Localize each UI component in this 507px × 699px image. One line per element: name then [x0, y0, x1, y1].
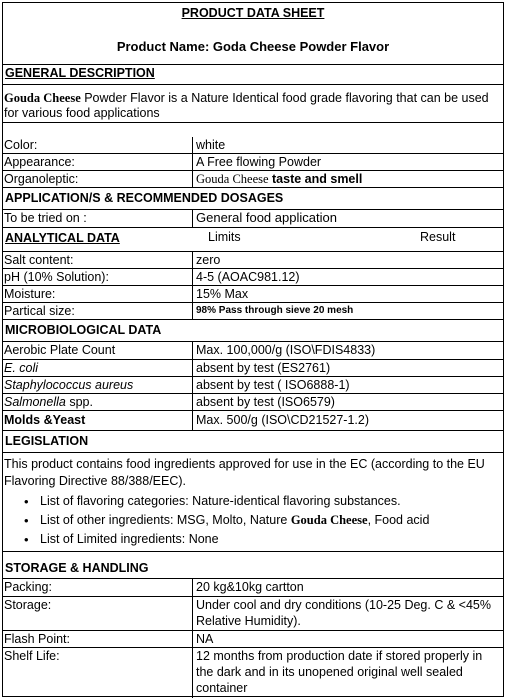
general-description [3, 85, 503, 123]
aerobic-label: Aerobic Plate Count [3, 342, 193, 359]
organoleptic-value [193, 171, 503, 187]
ingredients-product: Gouda Cheese [290, 513, 368, 527]
applications-value: General food application [196, 210, 337, 225]
limits-column-header: Limits [208, 230, 241, 244]
shelf-value: 12 months from production date if stored properly in the dark and in its unopened original well sealed container [196, 649, 483, 695]
storage-row-storage [3, 597, 503, 631]
ph-label: pH (10% Solution): [3, 269, 193, 285]
staph-value: absent by test ( ISO6888-1) [196, 378, 350, 392]
storage-heading: STORAGE & HANDLING [5, 561, 149, 575]
sheet-title: PRODUCT DATA SHEET [181, 6, 325, 20]
storage-row-packing [3, 579, 503, 597]
organoleptic-label: Organoleptic: [3, 171, 193, 187]
section-general-heading [3, 65, 503, 85]
appearance-label: Appearance: [3, 154, 193, 170]
storage-row-shelf [3, 648, 503, 698]
aerobic-value: Max. 100,000/g (ISO\FDIS4833) [196, 343, 376, 357]
legislation-heading: LEGISLATION [5, 434, 89, 448]
section-applications-heading [3, 188, 503, 210]
description-product: Gouda Cheese [4, 91, 81, 105]
analytical-row-ph [3, 269, 503, 286]
storage-label: Storage: [3, 597, 193, 630]
micro-row-molds [3, 411, 503, 431]
ph-value: 4-5 (AOAC981.12) [196, 270, 300, 284]
general-row-organoleptic [3, 171, 503, 188]
molds-label: Molds &Yeast [3, 411, 193, 430]
analytical-row-salt [3, 252, 503, 269]
salt-label: Salt content: [3, 252, 193, 268]
micro-row-staph [3, 377, 503, 394]
salt-value: zero [196, 253, 221, 267]
organoleptic-product: Gouda Cheese [196, 172, 269, 186]
ecoli-value: absent by test (ES2761) [196, 361, 331, 375]
appearance-value: A Free flowing Powder [196, 155, 322, 169]
storage-value: Under cool and dry conditions (10-25 Deg. C & <45% Relative Humidity). [196, 598, 491, 628]
section-analytical-heading [3, 228, 503, 252]
section-legislation-heading [3, 431, 503, 453]
list-item: • List of flavoring categories: Nature-identical flavoring substances. [4, 492, 501, 511]
legislation-text: This product contains food ingredients approved for use in the EC (according to the EU Flavoring Directive 88/388/EEC). [4, 457, 485, 488]
color-value: white [196, 138, 226, 152]
product-name: Product Name: Goda Cheese Powder Flavor [116, 39, 390, 54]
legislation-body [3, 453, 503, 552]
flash-label: Flash Point: [3, 631, 193, 647]
sheet-header [3, 3, 503, 65]
packing-label: Packing: [3, 579, 193, 596]
storage-row-flash [3, 631, 503, 648]
section-storage-heading [3, 558, 503, 579]
applications-heading: APPLICATION/S & RECOMMENDED DOSAGES [5, 191, 284, 205]
salmonella-value: absent by test (ISO6579) [196, 395, 335, 409]
section-micro-heading [3, 320, 503, 342]
shelf-label: Shelf Life: [3, 648, 193, 698]
general-row-appearance [3, 154, 503, 171]
salmonella-suffix: spp. [65, 395, 93, 409]
product-data-sheet [2, 2, 504, 697]
moisture-label: Moisture: [3, 286, 193, 302]
micro-heading: MICROBIOLOGICAL DATA [5, 323, 162, 337]
color-label: Color: [3, 137, 193, 153]
moisture-value: 15% Max [196, 287, 249, 301]
applications-label: To be tried on : [3, 210, 193, 227]
staph-label: Staphylococcus aureus [3, 377, 193, 393]
particle-value: 98% Pass through sieve 20 mesh [196, 305, 354, 316]
micro-row-ecoli [3, 360, 503, 377]
salmonella-genus: Salmonella [4, 395, 66, 409]
molds-value: Max. 500/g (ISO\CD21527-1.2) [196, 413, 369, 427]
ecoli-label: E. coli [3, 360, 193, 376]
salmonella-label [3, 394, 193, 410]
list-item [4, 511, 501, 530]
micro-row-salmonella [3, 394, 503, 411]
analytical-row-particle [3, 303, 503, 320]
analytical-row-moisture [3, 286, 503, 303]
general-heading: GENERAL DESCRIPTION [5, 66, 155, 80]
micro-row-aerobic [3, 342, 503, 360]
flash-value: NA [196, 632, 214, 646]
analytical-heading: ANALYTICAL DATA [5, 231, 120, 245]
ingredients-suffix: , Food acid [367, 513, 430, 527]
ingredients-text: List of other ingredients: MSG, Molto, Nature [40, 513, 291, 527]
list-item: • List of Limited ingredients: None [4, 530, 501, 549]
organoleptic-text: taste and smell [268, 172, 363, 186]
legislation-list [4, 492, 501, 549]
packing-value: 20 kg&10kg cartton [196, 580, 304, 594]
description-text: Powder Flavor is a Nature Identical food grade flavoring that can be used for various food applications [4, 91, 489, 120]
particle-label: Partical size: [3, 303, 193, 319]
result-column-header: Result [420, 230, 456, 244]
applications-row [3, 210, 503, 228]
general-row-color [3, 137, 503, 154]
